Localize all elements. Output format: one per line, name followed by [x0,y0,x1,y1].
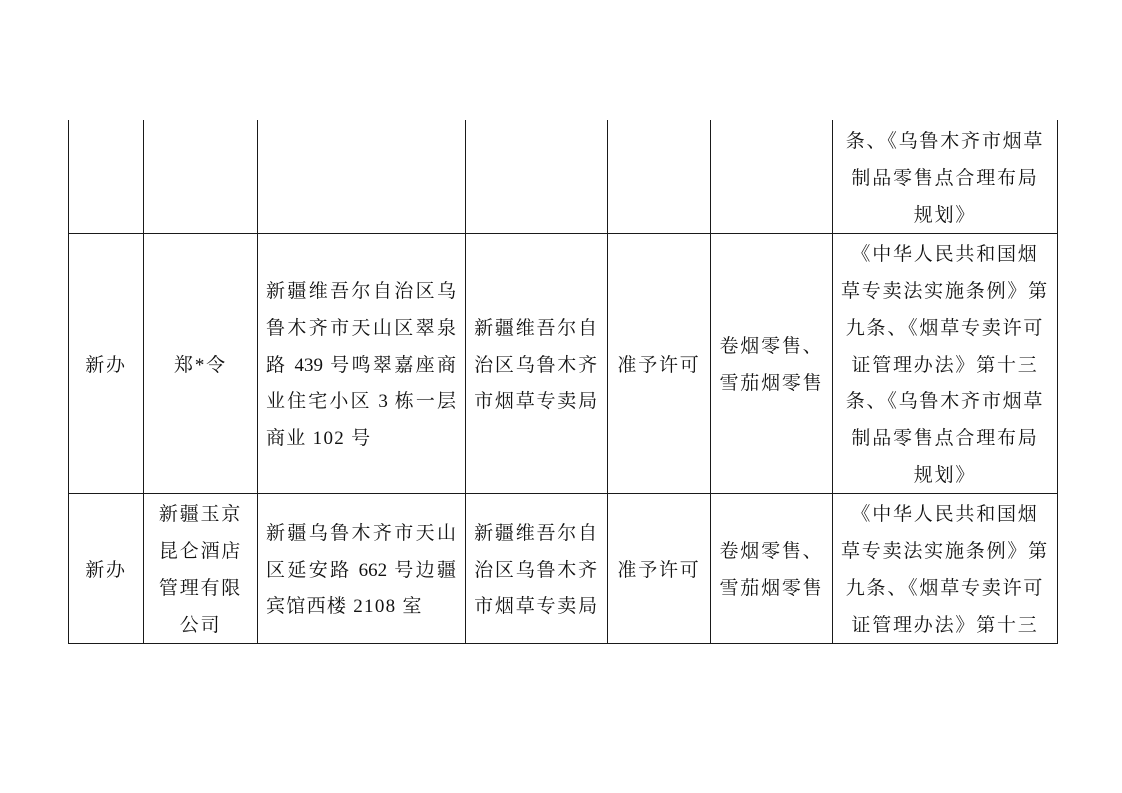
basis-line: 草专卖法实施条例》第 [840,541,1049,563]
authority-line: 市烟草专卖局 [474,391,599,413]
row-0-authority-cell [466,120,608,233]
address-line: 路 439 号鸣翠嘉座商 [266,354,456,376]
row-0-decision-cell [608,120,711,233]
scope-line: 雪茄烟零售 [719,373,824,394]
table-row [69,233,1058,493]
basis-line: 草专卖法实施条例》第 [840,281,1049,302]
license-table [68,120,1058,644]
type-text: 新办 [85,354,127,376]
row-2-decision-cell [608,493,711,643]
address-line: 新疆维吾尔自治区乌 [266,281,456,302]
basis-line: 条、《乌鲁木齐市烟草 [845,391,1045,413]
basis-line: 制品零售点合理布局 [851,428,1039,450]
decision-text: 准予许可 [617,354,701,376]
scope-line: 雪茄烟零售 [719,578,824,599]
row-1-type-cell [69,233,144,493]
basis-line: 制品零售点合理布局 [851,167,1039,189]
basis-line: 九条、《烟草专卖许可 [845,578,1045,599]
row-2-type-cell [69,493,144,643]
authority-line: 新疆维吾尔自 [474,522,599,544]
row-1-scope-cell [711,233,833,493]
basis-line: 《中华人民共和国烟 [851,504,1039,526]
table-row [69,493,1058,643]
row-2-scope-cell [711,493,833,643]
row-0-type-cell [69,120,144,233]
applicant-line: 管理有限 [158,578,243,599]
address-line: 宾馆西楼 2108 室 [266,596,423,618]
row-1-decision-cell [608,233,711,493]
row-0-address-cell [258,120,466,233]
row-2-authority-cell [466,493,608,643]
type-text: 新办 [85,559,127,581]
scope-line: 卷烟零售、 [719,541,824,563]
authority-line: 市烟草专卖局 [474,596,599,618]
table-row [69,120,1058,233]
address-line: 商业 102 号 [266,428,372,450]
row-1-authority-cell [466,233,608,493]
basis-line: 九条、《烟草专卖许可 [845,317,1045,339]
basis-line: 规划》 [913,464,977,486]
row-0-applicant-cell [144,120,258,233]
authority-line: 治区乌鲁木齐 [474,559,599,581]
basis-line: 规划》 [913,204,977,226]
row-2-applicant-cell [144,493,258,643]
address-line: 业住宅小区 3 栋一层 [266,391,456,413]
address-line: 区延安路 662 号边疆 [266,559,456,581]
basis-line: 《中华人民共和国烟 [851,244,1039,266]
address-line: 新疆乌鲁木齐市天山 [266,522,456,544]
basis-line: 条、《乌鲁木齐市烟草 [845,131,1045,153]
scope-line: 卷烟零售、 [719,336,824,358]
decision-text: 准予许可 [617,559,701,581]
applicant-line: 郑*令 [174,354,227,376]
applicant-line: 公司 [179,614,222,636]
row-2-address-cell [258,493,466,643]
row-1-applicant-cell [144,233,258,493]
row-0-basis-cell [833,120,1058,233]
row-0-scope-cell [711,120,833,233]
row-1-address-cell [258,233,466,493]
row-1-basis-cell [833,233,1058,493]
basis-line: 证管理办法》第十三 [851,614,1039,636]
authority-line: 治区乌鲁木齐 [474,354,599,376]
basis-line: 证管理办法》第十三 [851,354,1039,376]
row-2-basis-cell [833,493,1058,643]
authority-line: 新疆维吾尔自 [474,317,599,339]
address-line: 鲁木齐市天山区翠泉 [266,317,456,339]
applicant-line: 新疆玉京 [158,504,243,526]
applicant-line: 昆仑酒店 [158,541,243,563]
